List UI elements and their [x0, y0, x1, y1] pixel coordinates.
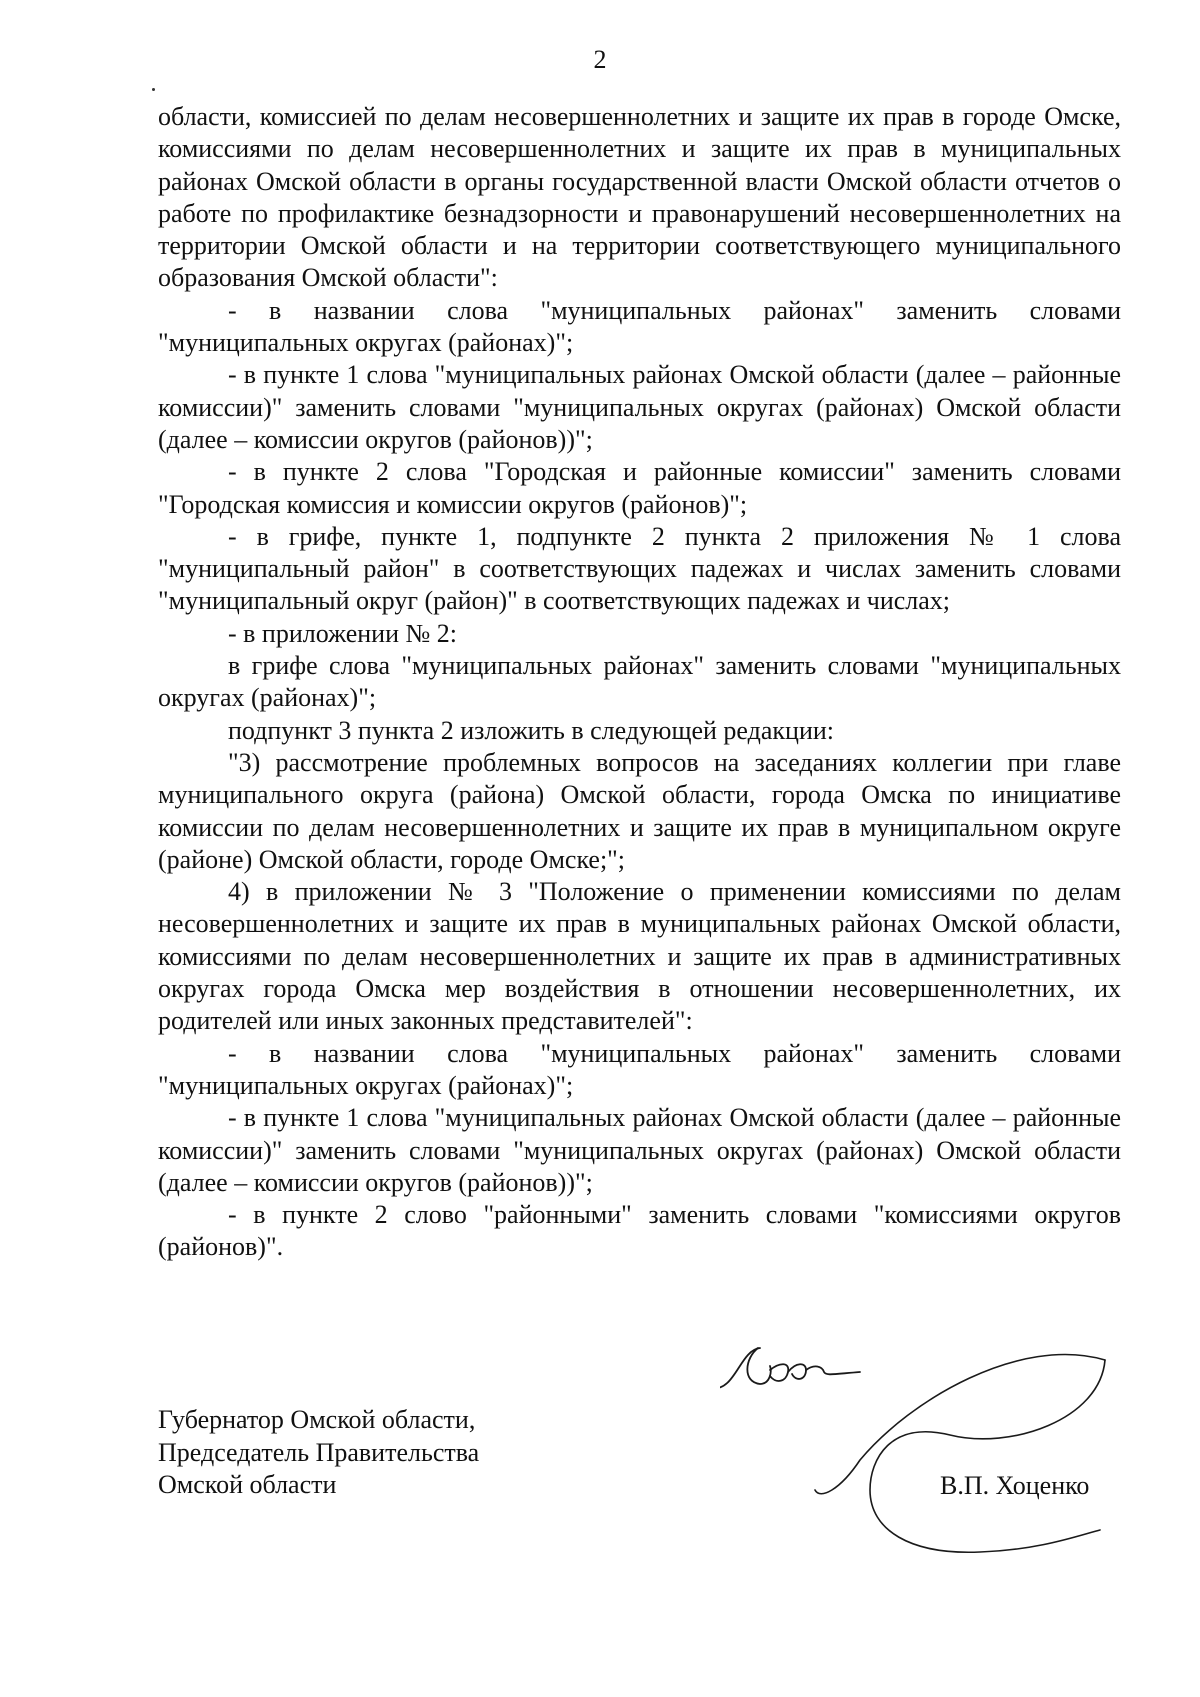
handwritten-signature	[720, 1340, 1130, 1560]
paragraph: - в пункте 2 слова "Городская и районные комиссии" заменить словами "Городская комиссия и комиссии округов (районов)";	[158, 457, 1121, 519]
paragraph: - в приложении № 2:	[228, 618, 458, 648]
position-line: Омской области	[158, 1470, 337, 1499]
paragraph: области, комиссией по делам несовершеннолетних и защите их прав в городе Омске, комиссиями по делам несовершеннолетних и защите их прав в муниципальных районах Омской области в органы государственной власти Омской области отчетов о работе по профилактике безнадзорности и правонарушений несовершеннолетних на территории Омской области и на территории соответствующего муниципального образования Омской области":	[158, 102, 1121, 293]
position-line: Председатель Правительства	[158, 1437, 480, 1467]
paragraph: 4) в приложении № 3 "Положение о применении комиссиями по делам несовершеннолетних и защите их прав в муниципальных районах Омской области, комиссиями по делам несовершеннолетних и защите их прав в административных округах города Омска мер воздействия в отношении несовершеннолетних, их родителей или иных законных представителей":	[158, 877, 1121, 1036]
signature-position	[158, 1404, 479, 1502]
position-line: Губернатор Омской области,	[158, 1405, 476, 1434]
scan-dot	[152, 88, 155, 91]
paragraph: подпункт 3 пункта 2 изложить в следующей редакции:	[228, 715, 834, 745]
document-body	[158, 101, 1121, 1264]
paragraph: - в пункте 1 слова "муниципальных районах Омской области (далее – районные комиссии)" заменить словами "муниципальных округах (районах) Омской области (далее – комиссии округов (районов))";	[158, 1103, 1121, 1197]
paragraph: - в грифе, пункте 1, подпункте 2 пункта 2 приложения № 1 слова "муниципальный район" в соответствующих падежах и числах заменить словами "муниципальный округ (район)" в соответствующих падежах и числах;	[158, 521, 1121, 616]
paragraph: - в названии слова "муниципальных районах" заменить словами "муниципальных округах (районах)";	[158, 295, 1121, 358]
page-number: 2	[593, 45, 607, 74]
paragraph: "3) рассмотрение проблемных вопросов на заседаниях коллегии при главе муниципального округа (района) Омской области, города Омска по инициативе комиссии по делам несовершеннолетних и защите их прав в муниципальном округе (районе) Омской области, городе Омске;";	[158, 747, 1121, 874]
paragraph: в грифе слова "муниципальных районах" заменить словами "муниципальных округах (районах)";	[158, 651, 1121, 713]
paragraph: - в пункте 1 слова "муниципальных районах Омской области (далее – районные комиссии)" заменить словами "муниципальных округах (районах) Омской области (далее – комиссии округов (районов))";	[158, 360, 1121, 454]
paragraph: - в названии слова "муниципальных районах" заменить словами "муниципальных округах (районах)";	[158, 1038, 1121, 1100]
signer-name: В.П. Хоценко	[940, 1471, 1090, 1500]
paragraph: - в пункте 2 слово "районными" заменить словами "комиссиями округов (районов)".	[158, 1200, 1121, 1262]
